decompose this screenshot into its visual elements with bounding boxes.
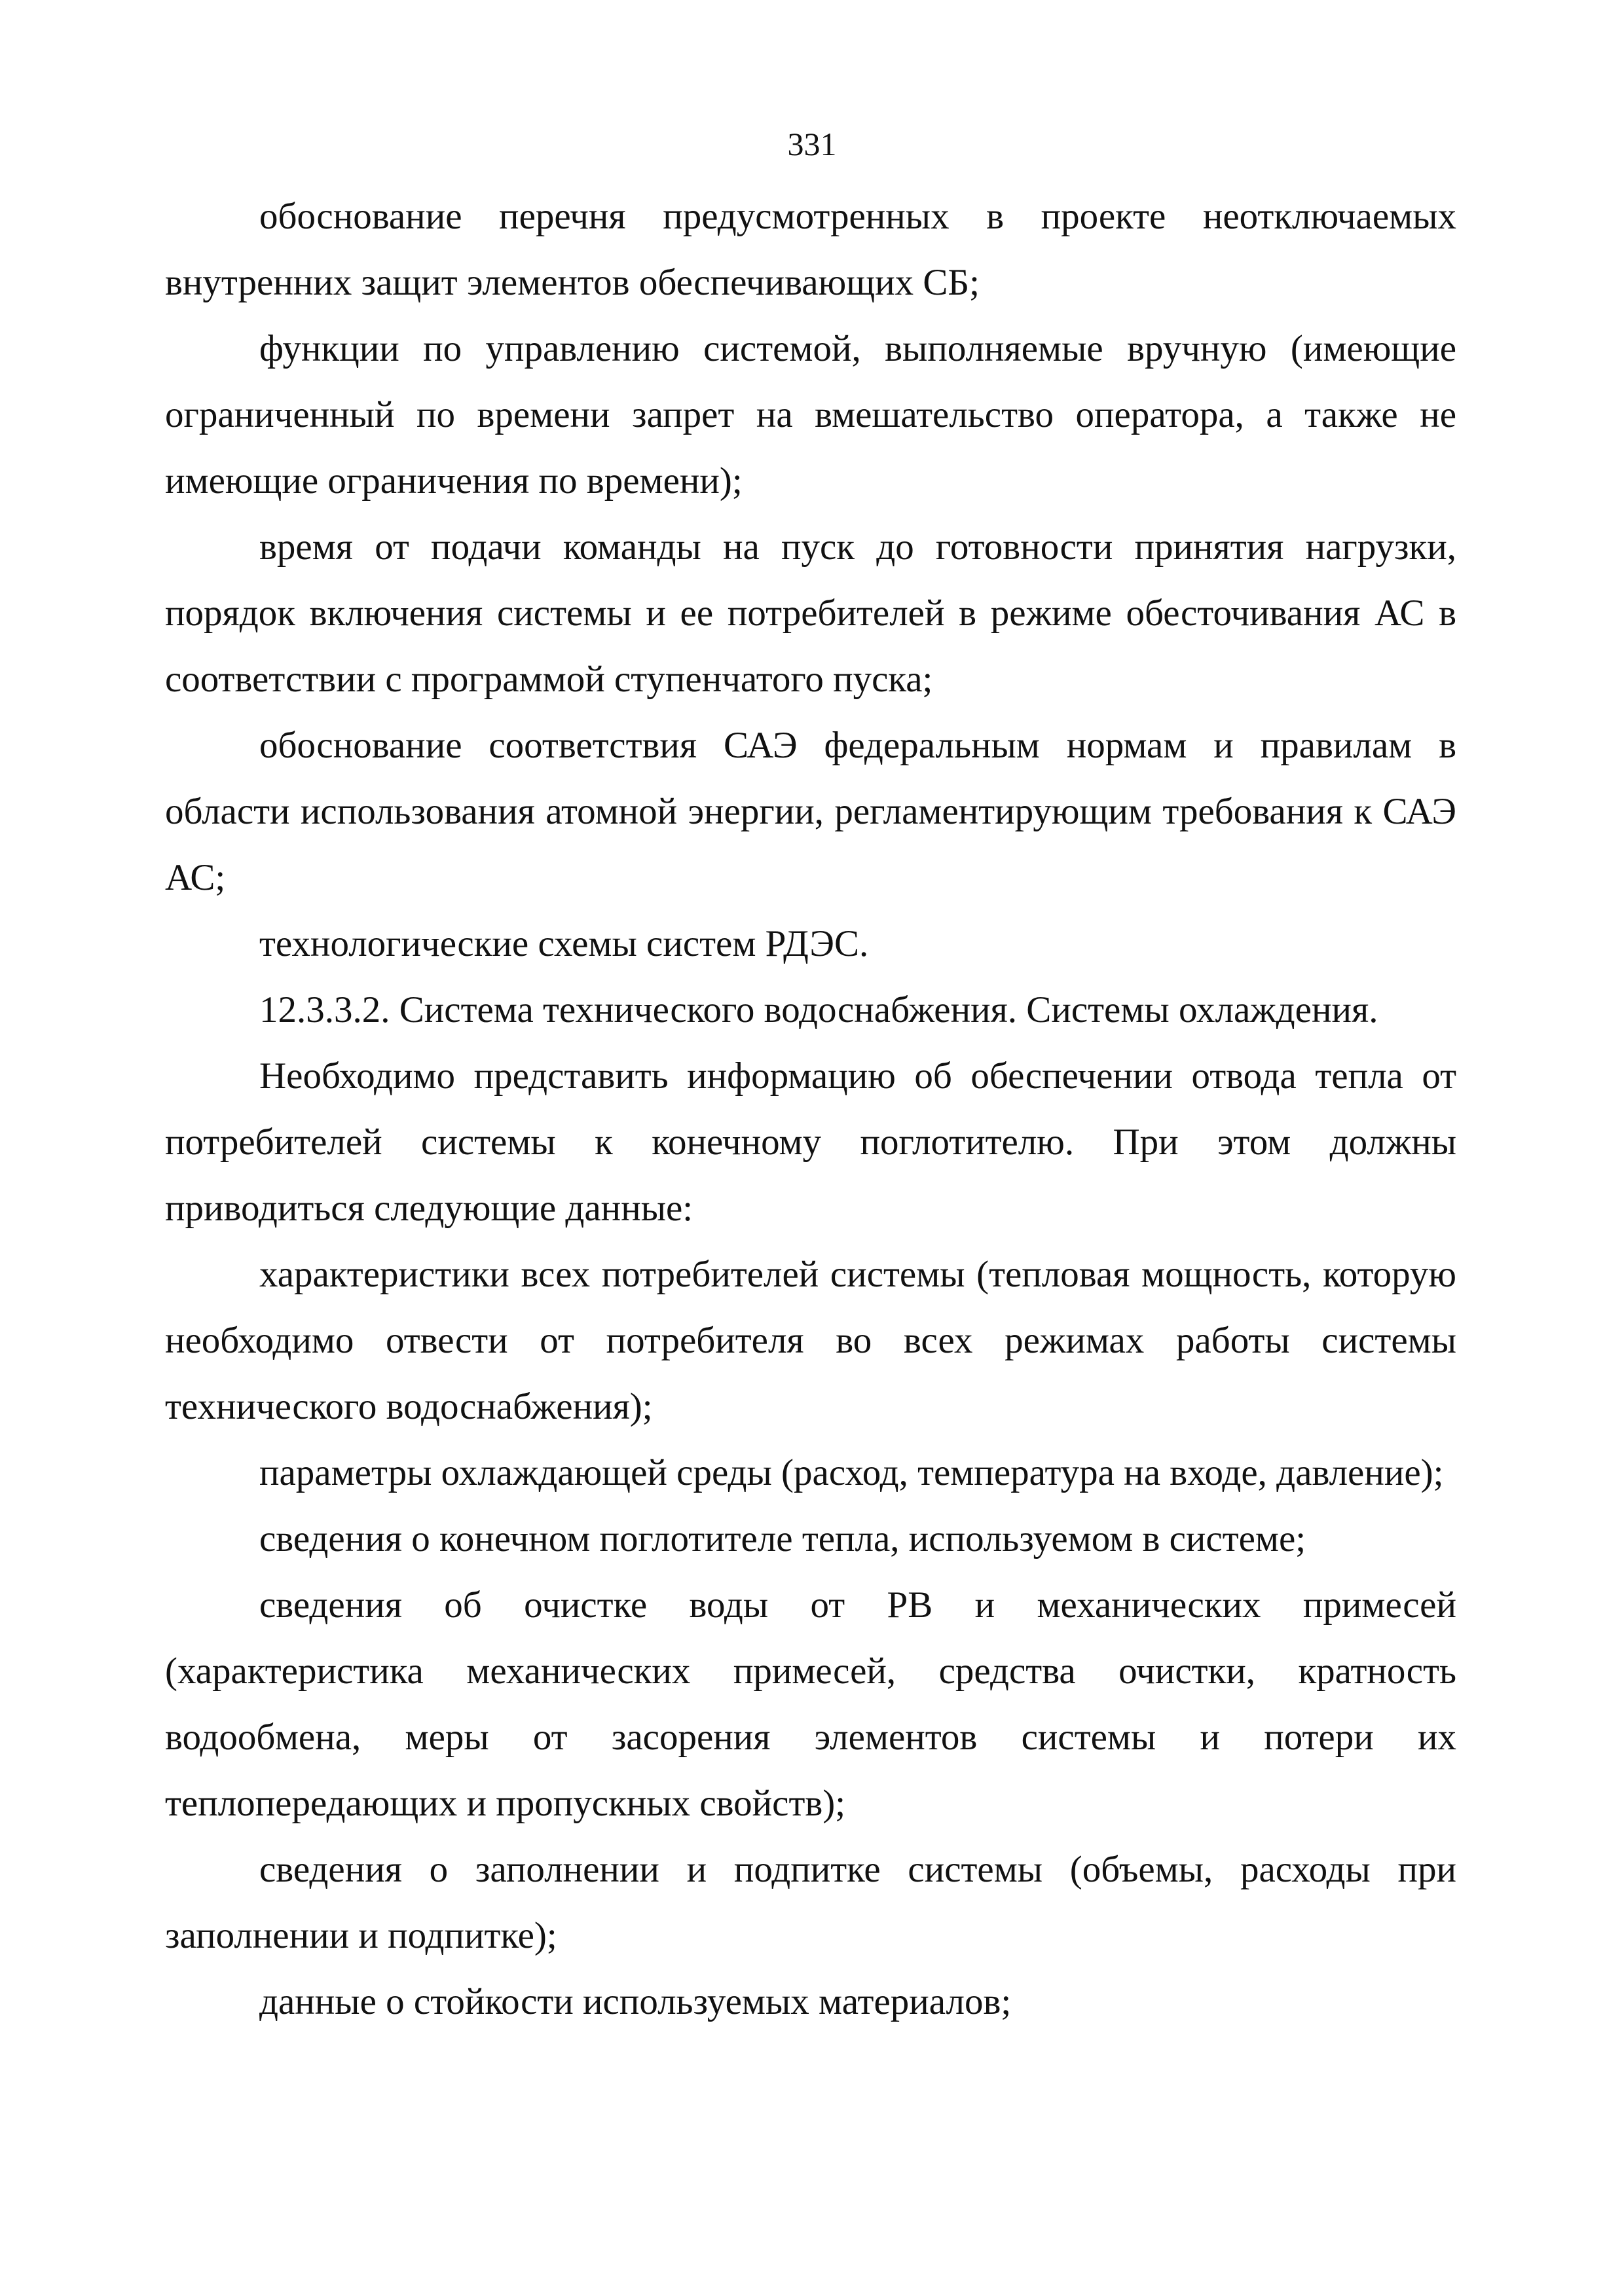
paragraph: обоснование соответствия САЭ федеральным нормам и правилам в области использования атомной энергии, регламентирующим требования к САЭ АС;	[165, 725, 1456, 898]
paragraph: сведения о заполнении и подпитке системы (объемы, расходы при заполнении и подпитке);	[165, 1849, 1456, 1956]
paragraph: время от подачи команды на пуск до готовности принятия нагрузки, порядок включения системы и ее потребителей в режиме обесточивания АС в соответствии с программой ступенчатого пуска;	[165, 526, 1456, 700]
paragraph: Необходимо представить информацию об обеспечении отвода тепла от потребителей системы к конечному поглотителю. При этом должны приводиться следующие данные:	[165, 1055, 1456, 1229]
paragraph: данные о стойкости используемых материалов;	[259, 1981, 1012, 2022]
section-heading: 12.3.3.2. Система технического водоснабжения. Системы охлаждения.	[259, 989, 1378, 1030]
page-body	[165, 183, 1456, 2035]
paragraph: характеристики всех потребителей системы (тепловая мощность, которую необходимо отвести от потребителя во всех режимах работы системы технического водоснабжения);	[165, 1254, 1456, 1427]
paragraph: технологические схемы систем РДЭС.	[259, 923, 869, 964]
paragraph: сведения о конечном поглотителе тепла, используемом в системе;	[259, 1518, 1306, 1559]
paragraph: функции по управлению системой, выполняемые вручную (имеющие ограниченный по времени запрет на вмешательство оператора, а также не имеющие ограничения по времени);	[165, 328, 1456, 501]
paragraph: параметры охлаждающей среды (расход, температура на входе, давление);	[259, 1452, 1444, 1493]
page-number: 331	[787, 126, 837, 162]
paragraph: сведения об очистке воды от РВ и механических примесей (характеристика механических примесей, средства очистки, кратность водообмена, меры от засорения элементов системы и потери их теплопередающих и пропускных свойств);	[165, 1584, 1456, 1824]
paragraph: обоснование перечня предусмотренных в проекте неотключаемых внутренних защит элементов обеспечивающих СБ;	[165, 196, 1456, 303]
